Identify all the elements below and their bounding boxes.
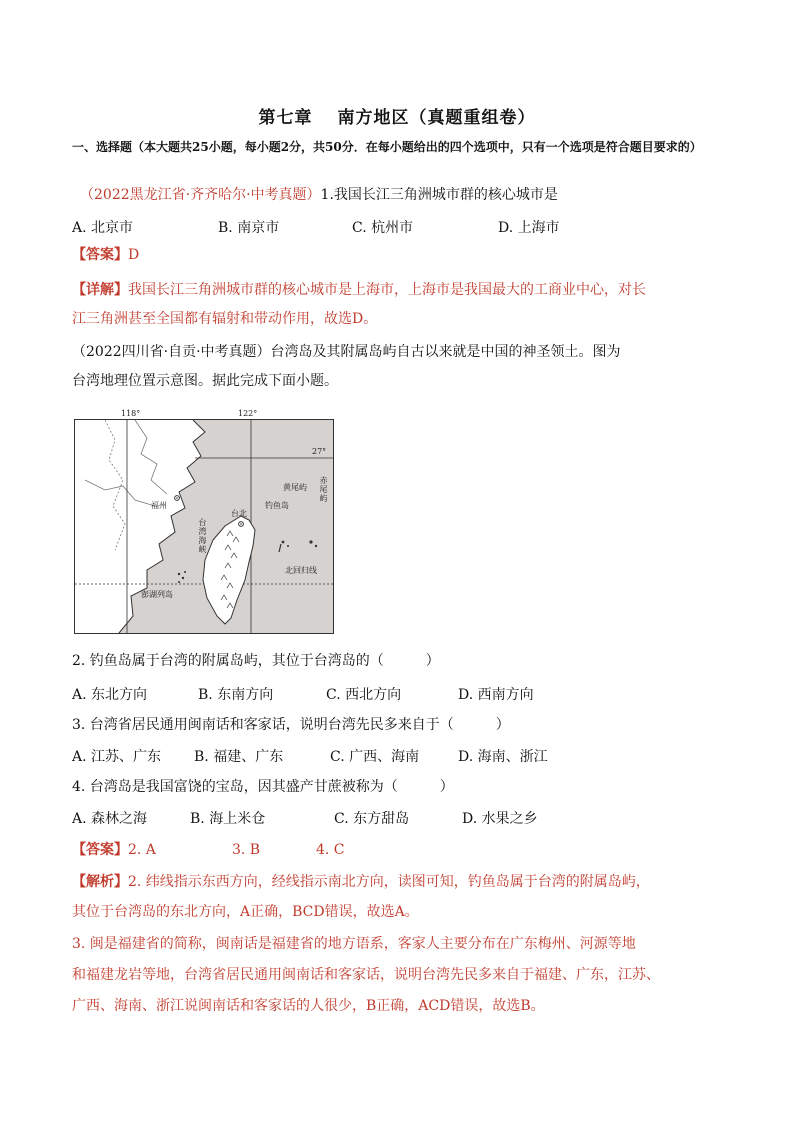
q3-option-b: B. 福建、广东 (194, 749, 284, 765)
analysis-2-text: 2. 纬线指示东西方向，经线指示南北方向，读图可知，钓鱼岛属于台湾的附属岛屿， (128, 874, 650, 890)
analysis-3-line3: 广西、海南、浙江说闽南话和客家话的人很少，B正确，ACD错误，故选B。 (72, 998, 545, 1014)
map-huangwei: 黄尾屿 (283, 483, 307, 492)
group-intro-line2: 台湾地理位置示意图。据此完成下面小题。 (72, 373, 338, 389)
map-lat-27: 27° (312, 447, 327, 456)
q1-option-d: D. 上海市 (498, 220, 560, 236)
analysis-label: 【解析】 (72, 874, 128, 890)
analysis-3-line1: 3. 闽是福建省的简称，闽南话是福建省的地方语系，客家人主要分布在广东梅州、河源等地 (72, 936, 636, 952)
question-4: 4. 台湾岛是我国富饶的宝岛，因其盛产甘蔗被称为（ ） (72, 779, 454, 795)
question-3: 3. 台湾省居民通用闽南话和客家话，说明台湾先民多来自于（ ） (72, 717, 510, 733)
q4-option-b: B. 海上米仓 (190, 811, 266, 827)
q2-option-a: A. 东北方向 (72, 687, 148, 703)
analysis-2-line2: 其位于台湾岛的东北方向，A正确，BCD错误，故选A。 (72, 904, 419, 920)
q1-option-a: A. 北京市 (72, 220, 134, 236)
question-2: 2. 钓鱼岛属于台湾的附属岛屿，其位于台湾岛的（ ） (72, 653, 440, 669)
q4-option-a: A. 森林之海 (72, 811, 148, 827)
map-diaoyu: 钓鱼岛 (265, 501, 289, 510)
taiwan-location-map (74, 419, 334, 634)
answer-4: 4. C (316, 842, 345, 858)
analysis-3-line2: 和福建龙岩等地，台湾省居民通用闽南话和客家话，说明台湾先民多来自于福建、广东，江苏、 (72, 967, 660, 983)
q3-option-c: C. 广西、海南 (330, 749, 420, 765)
q2-option-d: D. 西南方向 (458, 687, 534, 703)
page-title: 第七章 南方地区（真题重组卷） (258, 108, 536, 128)
detail-text: 我国长江三角洲城市群的核心城市是上海市，上海市是我国最大的工商业中心，对长 (128, 282, 646, 298)
q2-option-c: C. 西北方向 (326, 687, 402, 703)
map-tropic: 北回归线 (285, 566, 317, 575)
section-heading: 一、选择题（本大题共25小题，每小题2分，共50分．在每小题给出的四个选项中，只有一个选项是符合题目要求的） (72, 140, 702, 154)
answers-label: 【答案】 (72, 842, 128, 858)
q3-option-a: A. 江苏、广东 (72, 749, 162, 765)
q1-stem: 1.我国长江三角洲城市群的核心城市是 (320, 187, 558, 203)
group-intro-line1 (72, 342, 621, 362)
analysis-2-line1 (72, 872, 650, 892)
detail-label: 【详解】 (72, 282, 128, 298)
q1-detail-line1 (72, 280, 646, 300)
q1-detail-line2: 江三角洲甚至全国都有辐射和带动作用，故选D。 (72, 311, 378, 327)
map-fuzhou: 福州 (151, 501, 167, 510)
answer-value: D (128, 247, 140, 263)
q1-option-c: C. 杭州市 (352, 220, 414, 236)
q3-option-d: D. 海南、浙江 (458, 749, 548, 765)
group-source: （2022四川省·自贡·中考真题） (72, 344, 271, 360)
map-chiwei: 赤尾屿 (319, 476, 328, 503)
map-lon-122: 122° (238, 409, 258, 418)
q2-option-b: B. 东南方向 (198, 687, 274, 703)
group-intro: 台湾岛及其附属岛屿自古以来就是中国的神圣领土。图为 (270, 344, 621, 360)
map-strait: 台湾海峡 (198, 518, 207, 554)
question-1 (80, 185, 558, 205)
map-lon-118: 118° (121, 409, 141, 418)
q1-source: （2022黑龙江省·齐齐哈尔·中考真题） (80, 187, 321, 203)
q4-option-d: D. 水果之乡 (462, 811, 538, 827)
q1-answer (72, 245, 139, 265)
map-penghu: 澎湖列岛 (141, 590, 173, 599)
map-taibei: 台北 (231, 509, 247, 518)
q4-option-c: C. 东方甜岛 (334, 811, 410, 827)
answer-label: 【答案】 (72, 247, 128, 263)
q1-option-b: B. 南京市 (218, 220, 280, 236)
group-answers (72, 840, 156, 860)
answer-3: 3. B (232, 842, 261, 858)
answer-2: 2. A (128, 842, 156, 858)
